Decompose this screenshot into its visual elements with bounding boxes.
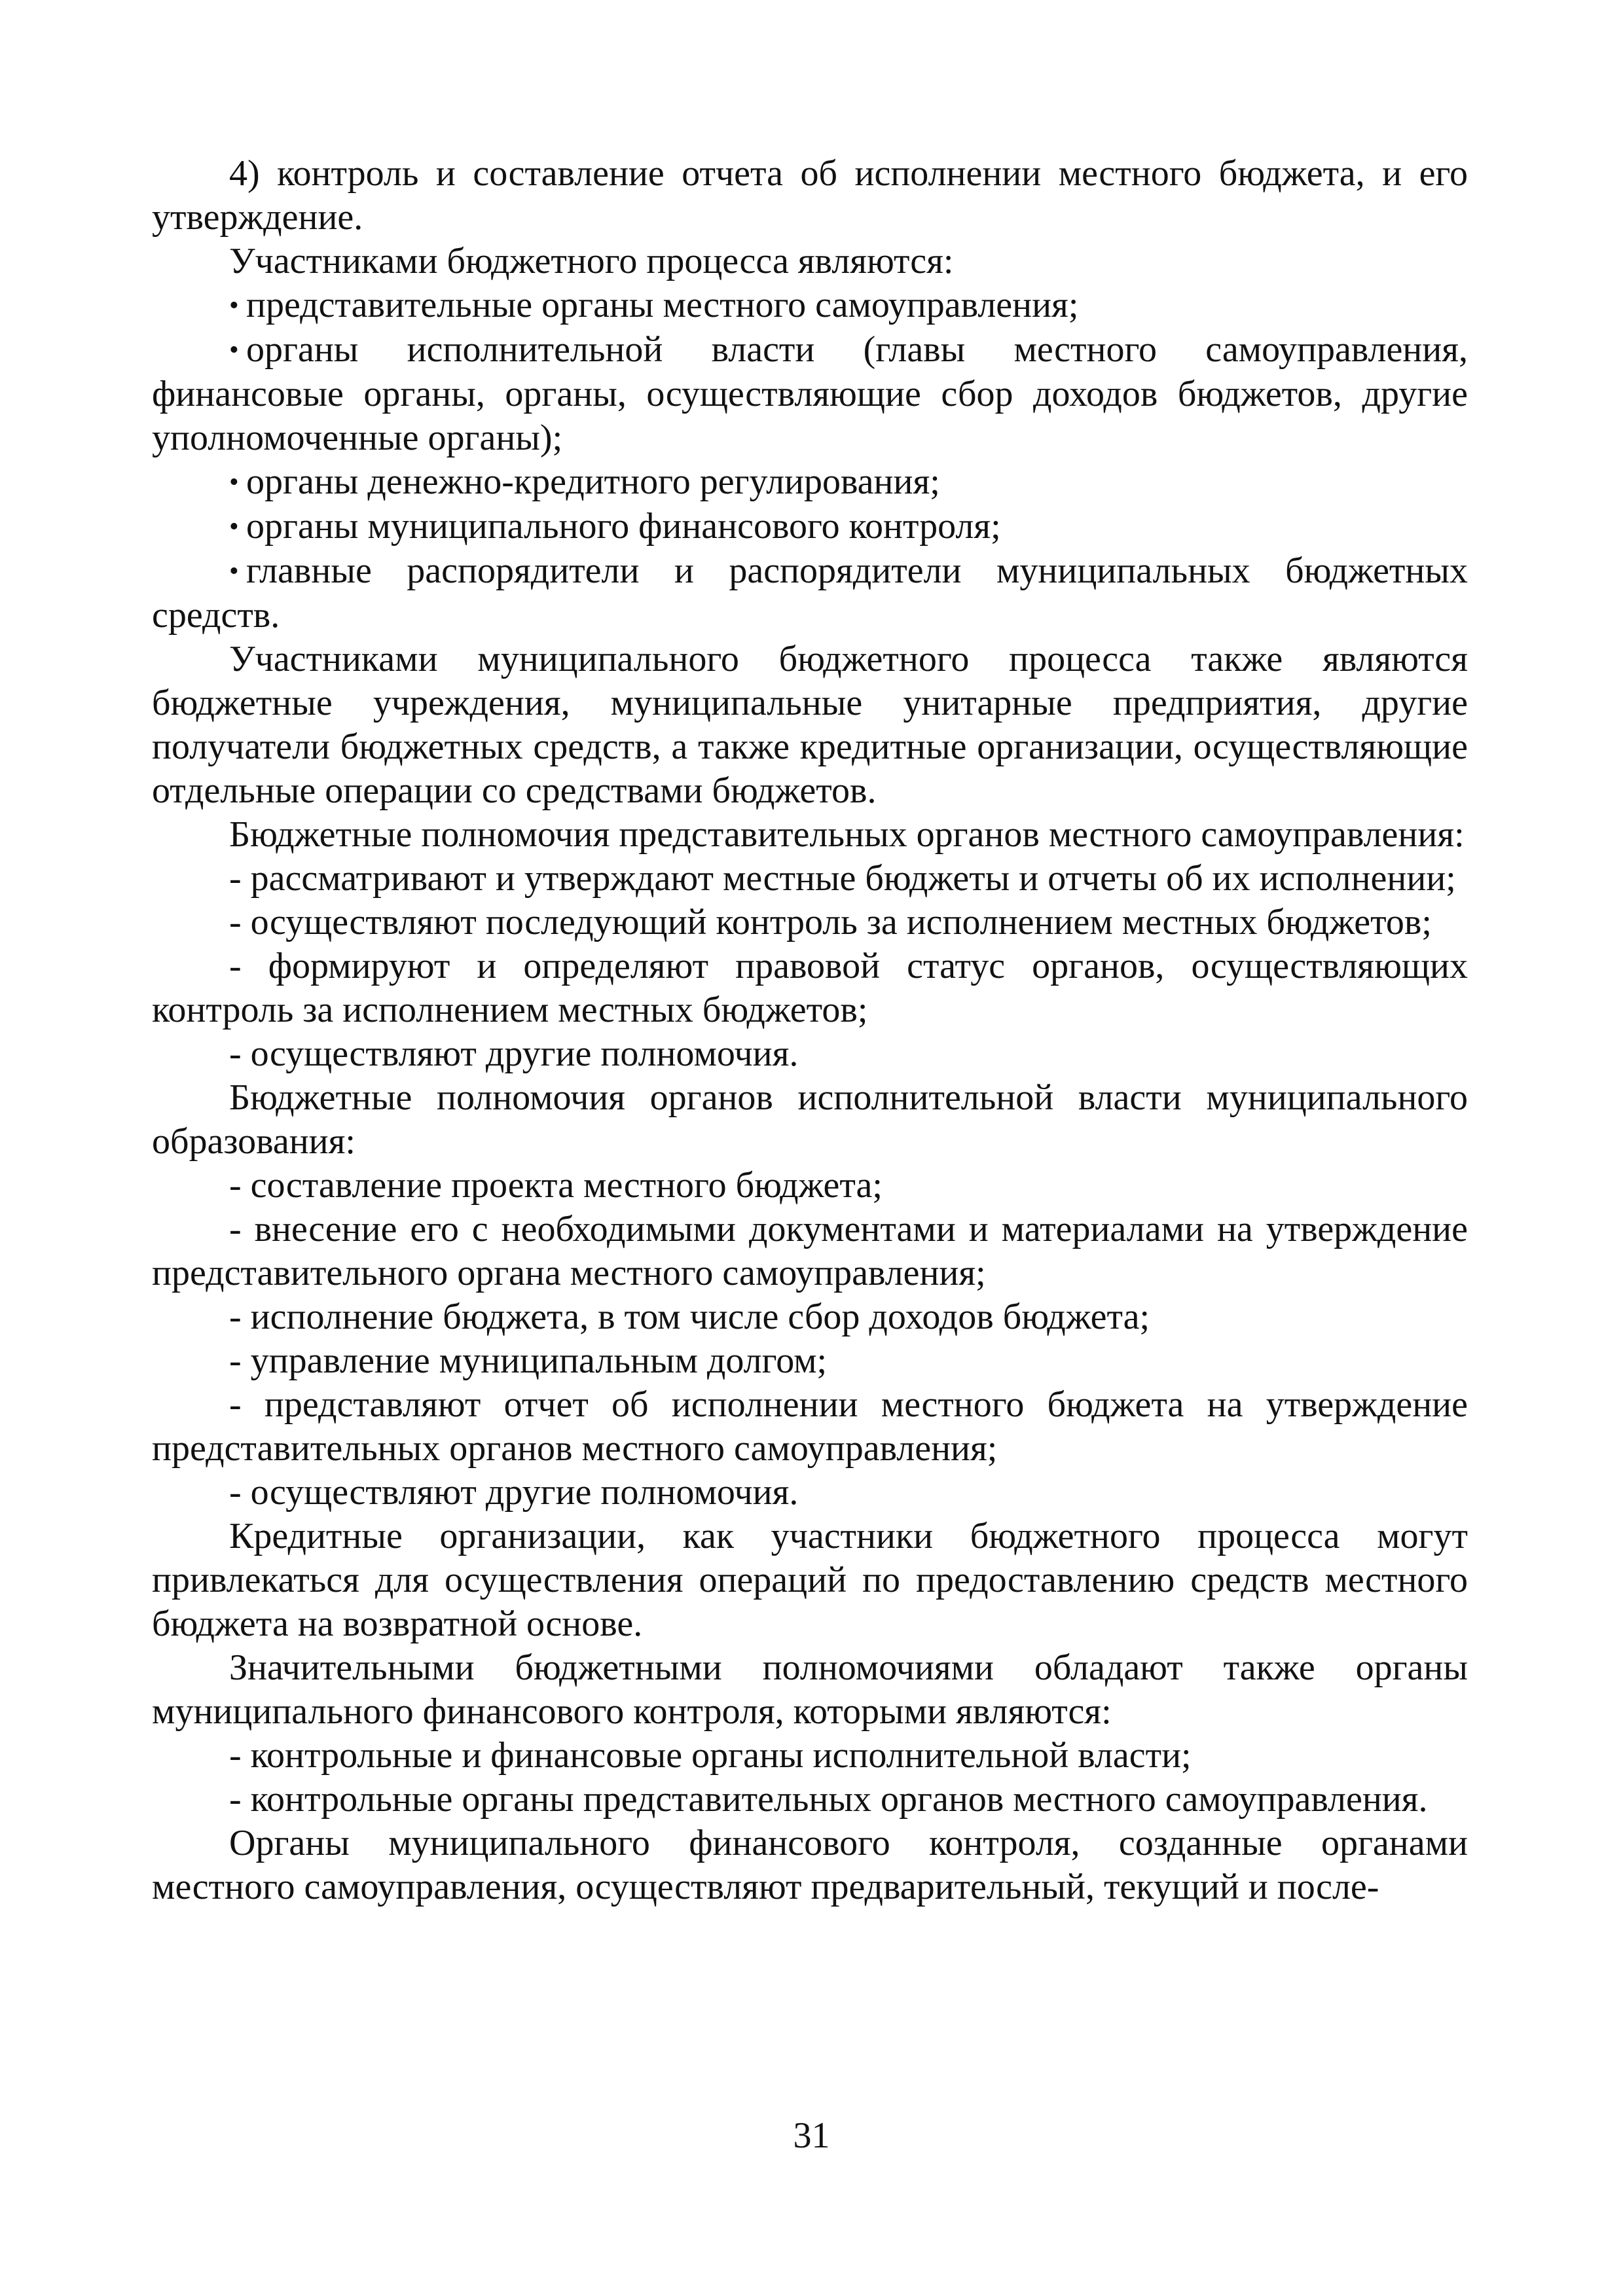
bullet-marker: • (229, 467, 239, 497)
paragraph: - составление проекта местного бюджета; (229, 1165, 883, 1206)
bullet-text: органы муниципального финансового контроля; (246, 506, 1001, 547)
paragraph: Участниками бюджетного процесса являются: (229, 241, 954, 281)
bullet-marker: • (229, 291, 239, 321)
bullet-text: органы денежно-кредитного регулирования; (246, 461, 940, 502)
paragraph: - контрольные и финансовые органы исполнительной власти; (229, 1735, 1192, 1776)
paragraph: - формируют и определяют правовой статус органов, осуществляющих контроль за исполнением местных бюджетов; (152, 946, 1468, 1030)
paragraph: - контрольные органы представительных органов местного самоуправления. (229, 1779, 1428, 1820)
paragraph: Значительными бюджетными полномочиями обладают также органы муниципального финансового контроля, которыми являются: (152, 1647, 1468, 1732)
paragraph: - представляют отчет об исполнении местного бюджета на утверждение представительных органов местного самоуправления; (152, 1384, 1468, 1469)
bullet-text: органы исполнительной власти (главы местного самоуправления, финансовые органы, органы, осуществляющие сбор доходов бюджетов, другие уполномоченные органы); (152, 329, 1468, 458)
paragraph: - исполнение бюджета, в том числе сбор доходов бюджета; (229, 1297, 1150, 1337)
paragraph: - осуществляют другие полномочия. (229, 1033, 799, 1074)
paragraph: - управление муниципальным долгом; (229, 1340, 828, 1381)
bullet-list-item (152, 549, 1468, 637)
paragraph: - внесение его с необходимыми документами и материалами на утверждение представительного органа местного самоуправления; (152, 1209, 1468, 1293)
bullet-text: представительные органы местного самоуправления; (246, 285, 1079, 325)
bullet-text: главные распорядители и распорядители муниципальных бюджетных средств. (152, 550, 1468, 636)
bullet-marker: • (229, 512, 239, 542)
bullet-list-item (152, 328, 1468, 460)
paragraph: Органы муниципального финансового контроля, созданные органами местного самоуправления, осуществляют предварительный, текущий и после- (152, 1823, 1468, 1907)
paragraph: Бюджетные полномочия органов исполнительной власти муниципального образования: (152, 1077, 1468, 1162)
bullet-marker: • (229, 335, 239, 365)
paragraph: - осуществляют другие полномочия. (229, 1472, 799, 1513)
paragraph: 4) контроль и составление отчета об исполнении местного бюджета, и его утверждение. (152, 153, 1468, 238)
body-text (152, 152, 1468, 1909)
bullet-list-item (152, 505, 1468, 549)
bullet-marker: • (229, 556, 239, 586)
bullet-list-item (152, 460, 1468, 505)
paragraph: Бюджетные полномочия представительных органов местного самоуправления: (229, 814, 1465, 855)
paragraph: Кредитные организации, как участники бюджетного процесса могут привлекаться для осуществления операций по предоставлению средств местного бюджета на возвратной основе. (152, 1516, 1468, 1644)
paragraph: Участниками муниципального бюджетного процесса также являются бюджетные учреждения, муниципальные унитарные предприятия, другие получатели бюджетных средств, а также кредитные организации, осуществляющие отдельные операции со средствами бюджетов. (152, 639, 1468, 811)
page-number: 31 (793, 2115, 830, 2156)
bullet-list-item (152, 283, 1468, 328)
paragraph: - рассматривают и утверждают местные бюджеты и отчеты об их исполнении; (229, 858, 1456, 899)
paragraph: - осуществляют последующий контроль за исполнением местных бюджетов; (229, 902, 1432, 942)
